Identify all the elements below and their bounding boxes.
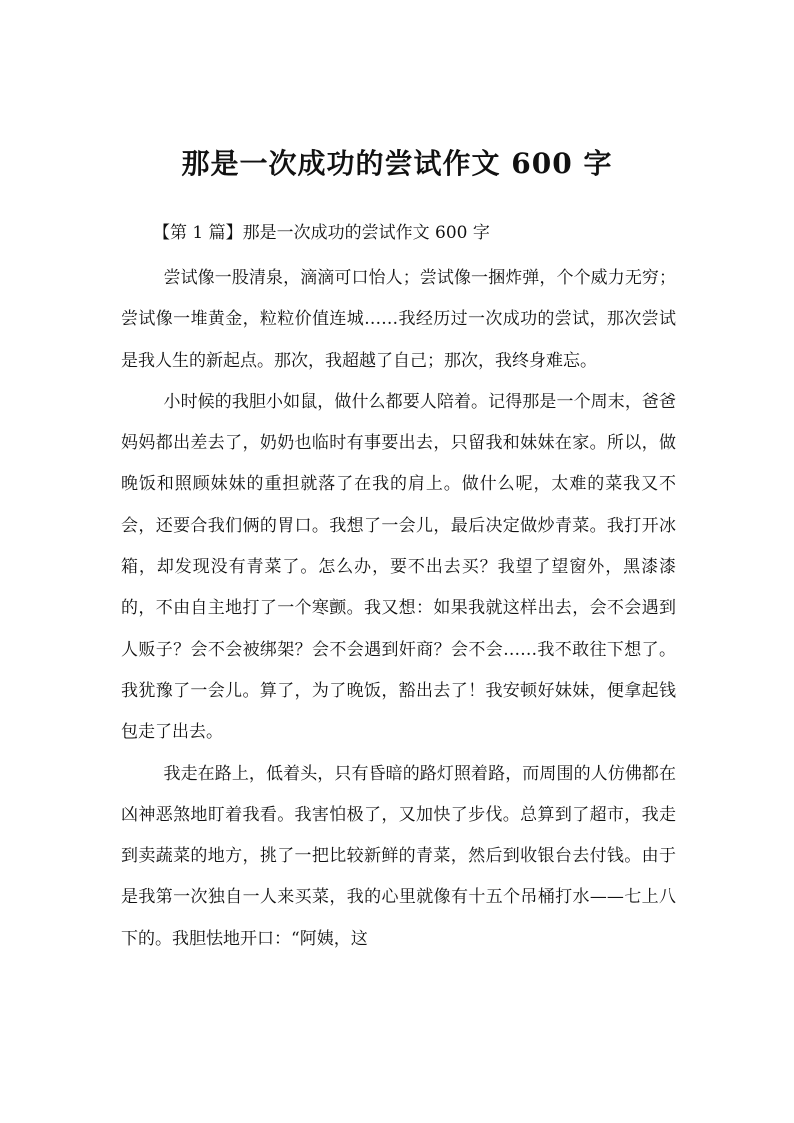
paragraph-3: 我走在路上，低着头，只有昏暗的路灯照着路，而周围的人仿佛都在凶神恶煞地盯着我看。我害怕极了，又加快了步伐。总算到了超市，我走到卖蔬菜的地方，挑了一把比较新鲜的青菜，然后到收银台去付钱。由于是我第一次独自一人来买菜，我的心里就像有十五个吊桶打水——七上八下的。我胆怯地开口：“阿姨，这 bbox=[121, 763, 676, 949]
document-body bbox=[121, 258, 676, 960]
document-title: 那是一次成功的尝试作文 600 字 bbox=[181, 147, 613, 180]
paragraph-2: 小时候的我胆小如鼠，做什么都要人陪着。记得那是一个周末，爸爸妈妈都出差去了，奶奶也临时有事要出去，只留我和妹妹在家。所以，做晚饭和照顾妹妹的重担就落了在我的肩上。做什么呢，太难的菜我又不会，还要合我们俩的胃口。我想了一会儿，最后决定做炒青菜。我打开冰箱，却发现没有青菜了。怎么办，要不出去买？我望了望窗外，黑漆漆的，不由自主地打了一个寒颤。我又想：如果我就这样出去，会不会遇到人贩子？会不会被绑架？会不会遇到奸商？会不会……我不敢往下想了。我犹豫了一会儿。算了，为了晚饭，豁出去了！我安顿好妹妹，便拿起钱包走了出去。 bbox=[121, 391, 676, 743]
section-heading: 【第 1 篇】那是一次成功的尝试作文 600 字 bbox=[153, 223, 490, 243]
paragraph-1: 尝试像一股清泉，滴滴可口怡人；尝试像一捆炸弹，个个威力无穷；尝试像一堆黄金，粒粒价值连城……我经历过一次成功的尝试，那次尝试是我人生的新起点。那次，我超越了自己；那次，我终身难忘。 bbox=[121, 268, 676, 371]
